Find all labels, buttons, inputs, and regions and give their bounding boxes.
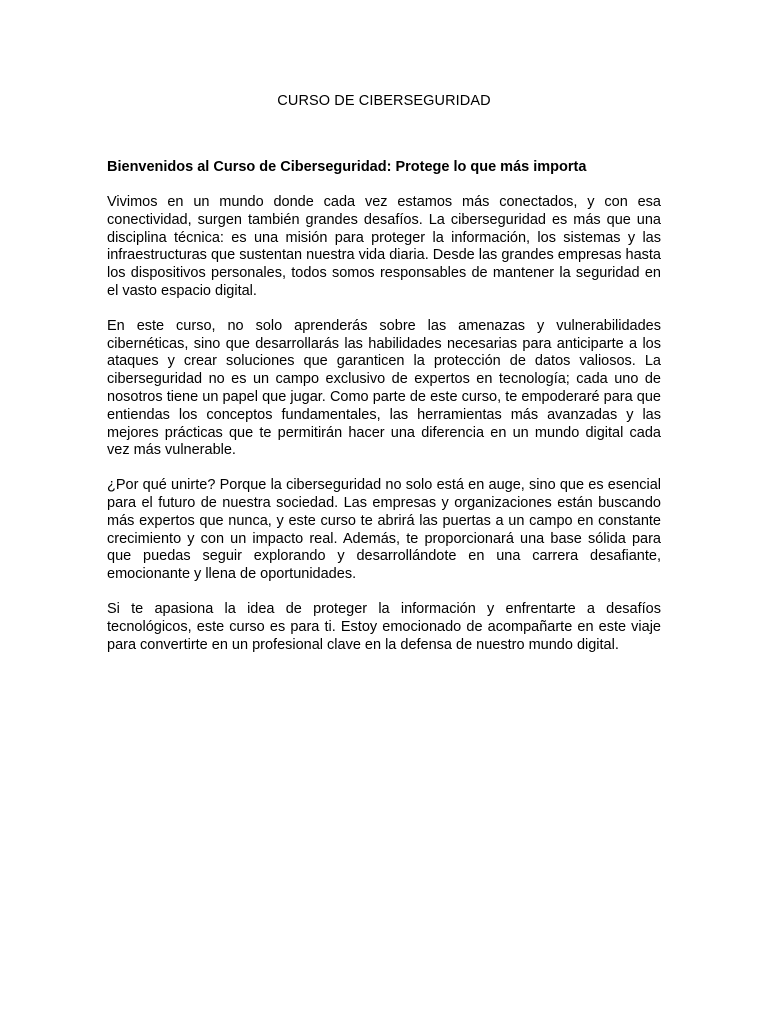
document-body bbox=[107, 158, 661, 671]
paragraph-closing: Si te apasiona la idea de proteger la información y enfrentarte a desafíos tecnológicos, este curso es para ti. Estoy emocionado de acompañarte en este viaje para convertirte en un profesional clave en la defensa de nuestro mundo digital. bbox=[107, 600, 661, 653]
paragraph-intro: Vivimos en un mundo donde cada vez estamos más conectados, y con esa conectividad, surgen también grandes desafíos. La ciberseguridad es más que una disciplina técnica: es una misión para proteger la información, los sistemas y las infraestructuras que sustentan nuestra vida diaria. Desde las grandes empresas hasta los dispositivos personales, todos somos responsables de mantener la seguridad en el vasto espacio digital. bbox=[107, 194, 661, 299]
document-heading: Bienvenidos al Curso de Ciberseguridad: Protege lo que más importa bbox=[107, 159, 587, 175]
paragraph-course-content: En este curso, no solo aprenderás sobre las amenazas y vulnerabilidades cibernéticas, sino que desarrollarás las habilidades necesarias para anticiparte a los ataques y crear soluciones que garanticen la protección de datos valiosos. La ciberseguridad no es un campo exclusivo de expertos en tecnología; cada uno de nosotros tiene un papel que jugar. Como parte de este curso, te empoderaré para que entiendas los conceptos fundamentales, las herramientas más avanzadas y las mejores prácticas que te permitirán hacer una diferencia en un mundo digital cada vez más vulnerable. bbox=[107, 317, 661, 459]
document-title: CURSO DE CIBERSEGURIDAD bbox=[277, 93, 491, 109]
paragraph-why-join: ¿Por qué unirte? Porque la ciberseguridad no solo está en auge, sino que es esencial para el futuro de nuestra sociedad. Las empresas y organizaciones están buscando más expertos que nunca, y este curso te abrirá las puertas a un campo en constante crecimiento y con un impacto real. Además, te proporcionará una base sólida para que puedas seguir explorando y desarrollándote en una carrera desafiante, emocionante y llena de oportunidades. bbox=[107, 477, 661, 583]
